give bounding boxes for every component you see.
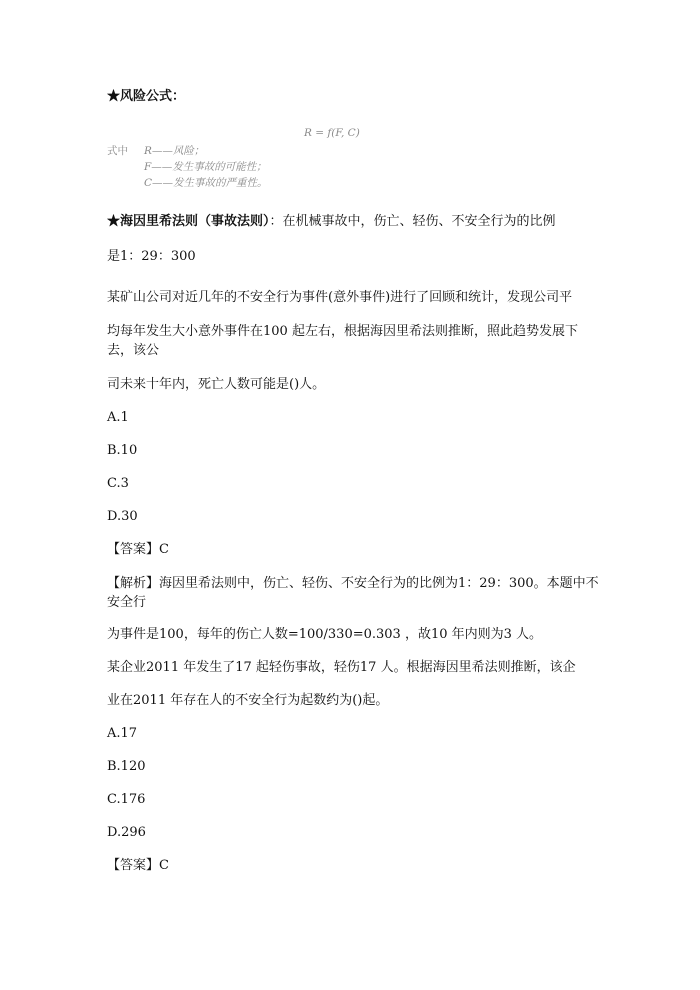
heinrich-paragraph-line-1 bbox=[107, 214, 556, 230]
heinrich-ratio: 是1：29：300 bbox=[107, 249, 196, 264]
formula-intro: 式中 bbox=[107, 145, 128, 157]
heinrich-description: ：在机械事故中，伤亡、轻伤、不安全行为的比例 bbox=[269, 214, 556, 229]
q1-stem-line-3: 去，该公 bbox=[107, 343, 160, 358]
q2-answer: 【答案】C bbox=[107, 858, 169, 873]
q1-option-a: A.1 bbox=[107, 410, 129, 425]
formula-c-definition: C——发生事故的严重性。 bbox=[144, 177, 268, 189]
formula-f-definition: F——发生事故的可能性； bbox=[144, 161, 267, 173]
risk-formula-heading: ★风险公式： bbox=[107, 89, 186, 104]
q2-option-a: A.17 bbox=[107, 726, 138, 741]
risk-formula: R = f(F, C) bbox=[304, 127, 360, 139]
q1-stem-line-4: 司未来十年内，死亡人数可能是()人。 bbox=[107, 377, 326, 392]
q1-answer: 【答案】C bbox=[107, 542, 169, 557]
q2-option-b: B.120 bbox=[107, 759, 146, 774]
formula-r-definition: R——风险； bbox=[144, 145, 205, 157]
q2-option-c: C.176 bbox=[107, 792, 146, 807]
q1-option-c: C.3 bbox=[107, 476, 129, 491]
q1-analysis-line-2: 安全行 bbox=[107, 595, 147, 610]
q1-analysis-line-3: 为事件是100，每年的伤亡人数=100/330=0.303 ，故10 年内则为3 人。 bbox=[107, 627, 543, 642]
q2-stem-line-2: 业在2011 年存在人的不安全行为起数约为()起。 bbox=[107, 693, 389, 708]
q2-option-d: D.296 bbox=[107, 825, 146, 840]
q1-option-b: B.10 bbox=[107, 443, 138, 458]
q1-analysis-line-1: 【解析】海因里希法则中，伤亡、轻伤、不安全行为的比例为1：29：300。本题中不 bbox=[107, 576, 599, 591]
q1-stem-line-2: 均每年发生大小意外事件在100 起左右，根据海因里希法则推断，照此趋势发展下 bbox=[107, 324, 578, 339]
q1-option-d: D.30 bbox=[107, 509, 138, 524]
q1-stem-line-1: 某矿山公司对近几年的不安全行为事件(意外事件)进行了回顾和统计，发现公司平 bbox=[107, 290, 573, 305]
risk-formula-image bbox=[107, 126, 407, 192]
q2-stem-line-1: 某企业2011 年发生了17 起轻伤事故，轻伤17 人。根据海因里希法则推断，该企 bbox=[107, 660, 576, 675]
heinrich-title: ★海因里希法则（事故法则） bbox=[107, 214, 270, 229]
